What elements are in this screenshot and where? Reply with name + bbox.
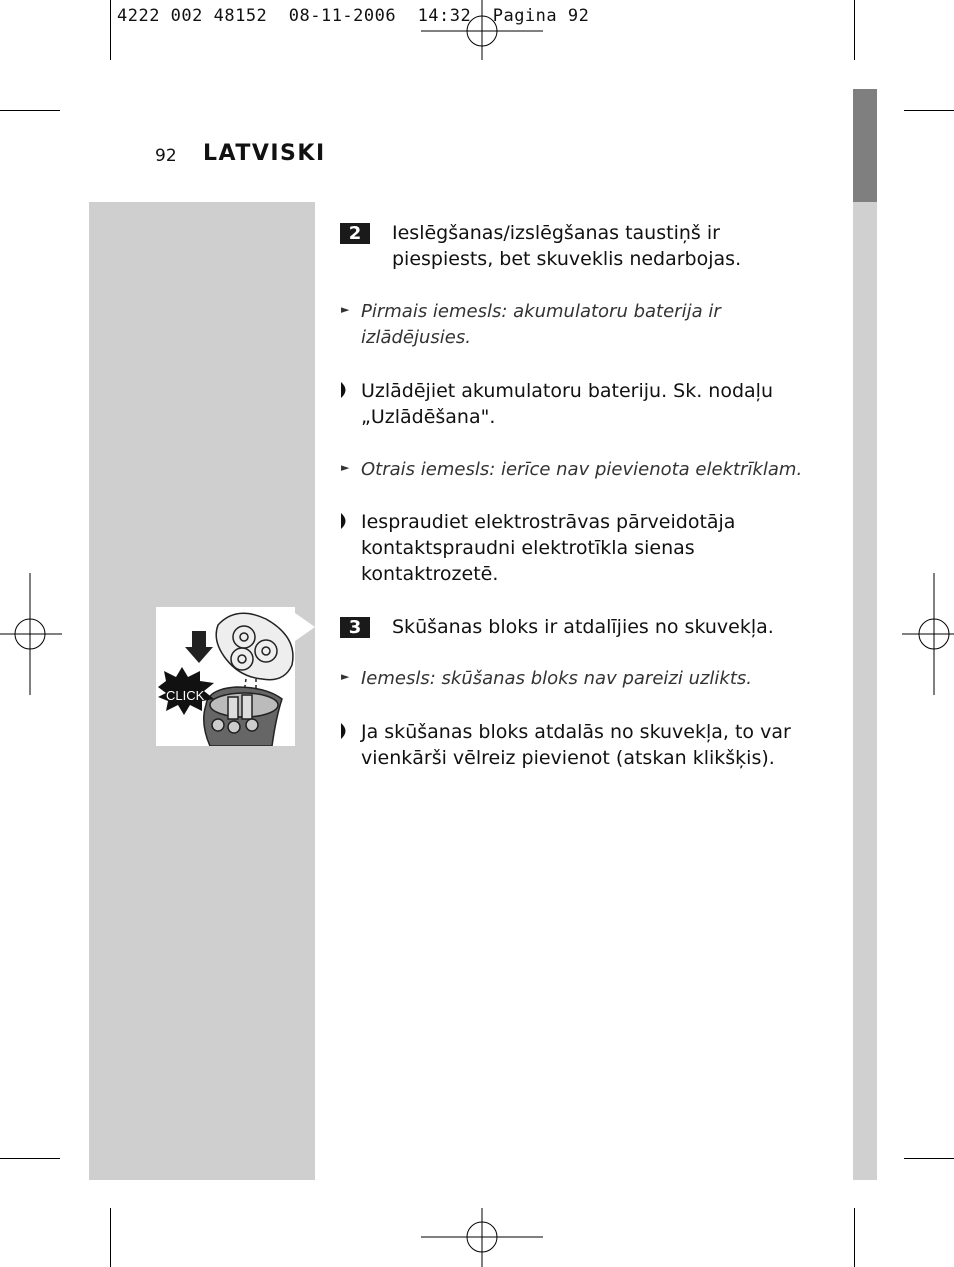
text-line: Iespraudiet elektrostrāvas pārveidotāja <box>361 511 736 533</box>
crop-mark <box>110 1208 111 1267</box>
text-line: vienkārši vēlreiz pievienot (atskan klikšķis). <box>361 747 775 769</box>
step-badge: 2 <box>340 223 370 244</box>
cause-text <box>361 299 721 351</box>
registration-mark-left <box>0 573 62 695</box>
click-label: CLICK <box>166 688 205 703</box>
text-line: Uzlādējiet akumulatoru bateriju. Sk. nodaļu <box>361 380 773 402</box>
solution-bullet-icon <box>341 382 350 402</box>
down-arrow-icon <box>185 631 213 663</box>
side-tab <box>853 89 877 1180</box>
cause-arrow-icon: ► <box>341 461 350 474</box>
text-line: Ieslēgšanas/izslēgšanas taustiņš ir <box>392 222 720 244</box>
step-title <box>392 614 774 640</box>
page-number: 92 <box>155 146 177 166</box>
text-line: piespiests, bet skuveklis nedarbojas. <box>392 248 742 270</box>
cause-text <box>361 666 752 692</box>
text-line: Skūšanas bloks ir atdalījies no skuvekļa. <box>392 616 774 638</box>
crop-mark <box>904 1158 954 1159</box>
solution-bullet-icon <box>341 723 350 743</box>
solution-text <box>361 719 791 771</box>
text-line: Otrais iemesls: ierīce nav pievienota elektrīklam. <box>361 459 803 480</box>
crop-mark <box>904 110 954 111</box>
text-line: Iemesls: skūšanas bloks nav pareizi uzlikts. <box>361 668 753 689</box>
text-line: Ja skūšanas bloks atdalās no skuvekļa, to var <box>361 721 791 743</box>
crop-mark <box>854 0 855 60</box>
crop-mark <box>0 110 60 111</box>
registration-mark-top <box>421 0 543 62</box>
cause-text <box>361 457 802 483</box>
text-line: kontaktspraudni elektrotīkla sienas <box>361 537 695 559</box>
print-header: 4222 002 48152 08-11-2006 14:32 Pagina 92 <box>117 6 590 26</box>
step-badge: 3 <box>340 617 370 638</box>
illustration-pointer <box>295 613 317 645</box>
side-tab-marker <box>853 89 877 202</box>
text-line: izlādējusies. <box>361 327 471 348</box>
crop-mark <box>0 1158 60 1159</box>
registration-mark-right <box>902 573 954 695</box>
cause-arrow-icon: ► <box>341 303 350 316</box>
shaving-head-icon <box>216 613 293 693</box>
solution-bullet-icon <box>341 513 350 533</box>
page-language-heading: LATVISKI <box>203 141 326 166</box>
shaver-body-icon <box>204 687 282 746</box>
step-title <box>392 220 741 272</box>
cause-arrow-icon: ► <box>341 670 350 683</box>
crop-mark <box>110 0 111 60</box>
crop-mark <box>854 1208 855 1267</box>
text-line: kontaktrozetē. <box>361 563 499 585</box>
text-line: „Uzlādēšana". <box>361 406 496 428</box>
shaver-illustration <box>156 607 295 746</box>
solution-text <box>361 378 773 430</box>
solution-text <box>361 509 735 587</box>
text-line: Pirmais iemesls: akumulatoru baterija ir <box>361 301 721 322</box>
registration-mark-bottom <box>421 1208 543 1267</box>
